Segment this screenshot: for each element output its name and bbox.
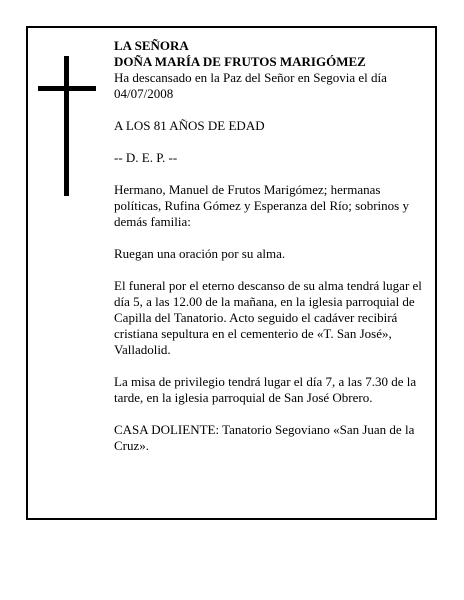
notice-prayer: Ruegan una oración por su alma. xyxy=(114,246,286,261)
notice-age: A LOS 81 AÑOS DE EDAD xyxy=(114,118,265,133)
deceased-name: DOÑA MARÍA DE FRUTOS MARIGÓMEZ xyxy=(114,54,366,69)
cross-vertical-bar xyxy=(64,56,69,196)
notice-family: Hermano, Manuel de Frutos Marigómez; hermanas políticas, Rufina Gómez y Esperanza del Río; sobrinos y demás familia: xyxy=(114,182,409,229)
cross-icon xyxy=(38,56,98,196)
notice-funeral: El funeral por el eterno descanso de su alma tendrá lugar el día 5, a las 12.00 de la mañana, en la iglesia parroquial de Capilla del Tanatorio. Acto seguido el cadáver recibirá cristiana sepultura en el cementerio de «T. San José», Valladolid. xyxy=(114,278,422,357)
cross-horizontal-bar xyxy=(38,86,96,91)
notice-mass: La misa de privilegio tendrá lugar el día 7, a las 7.30 de la tarde, en la iglesia parroquial de San José Obrero. xyxy=(114,374,417,405)
obituary-text xyxy=(114,38,426,470)
notice-intro: Ha descansado en la Paz del Señor en Segovia el día 04/07/2008 xyxy=(114,70,387,101)
notice-title: LA SEÑORA xyxy=(114,38,189,53)
notice-dep: -- D. E. P. -- xyxy=(114,150,178,165)
notice-casa-doliente: CASA DOLIENTE: Tanatorio Segoviano «San Juan de la Cruz». xyxy=(114,422,415,453)
